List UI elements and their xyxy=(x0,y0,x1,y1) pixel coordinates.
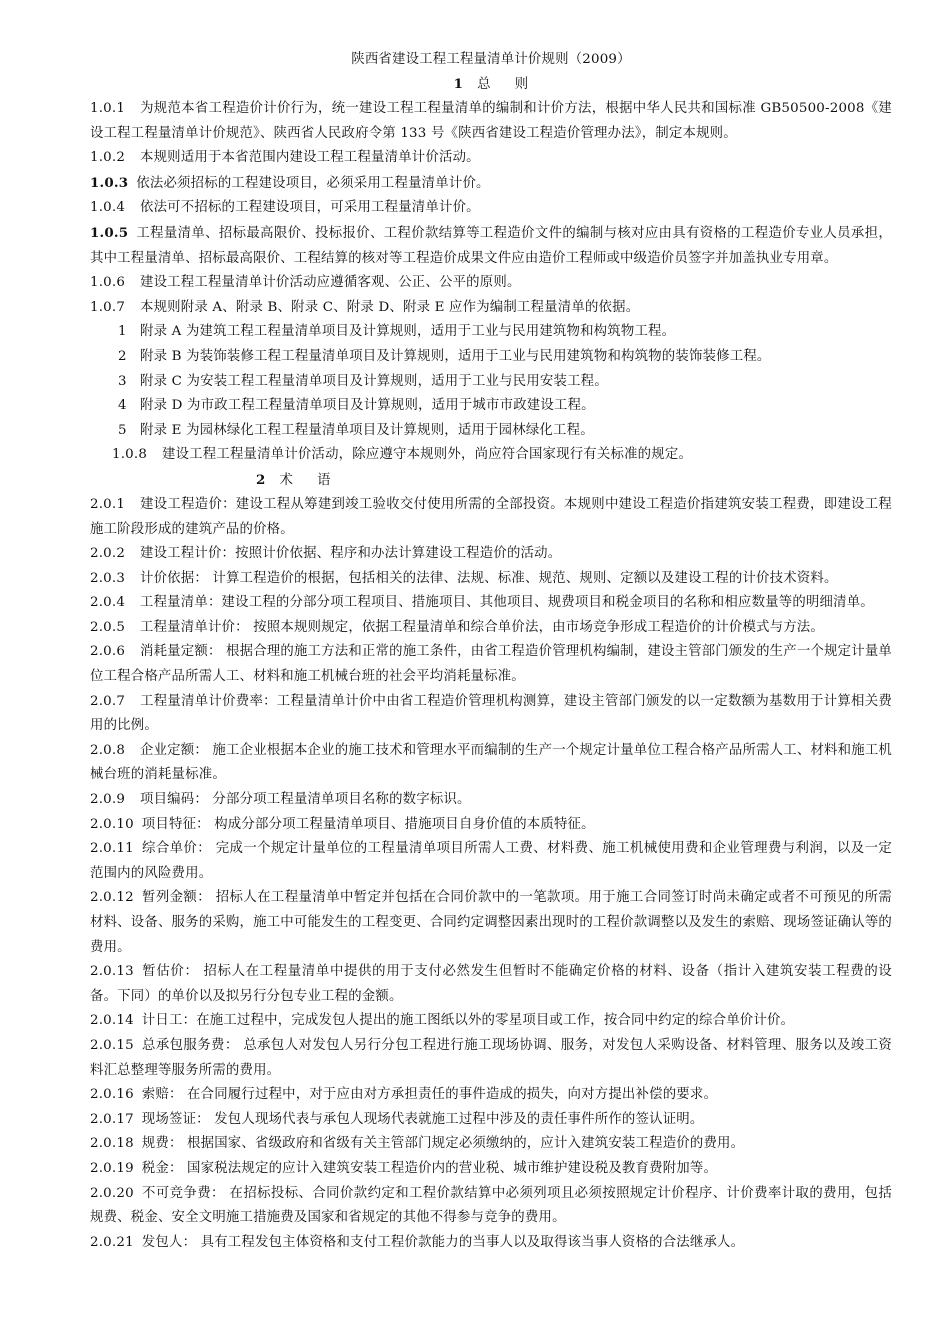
clause-id: 1.0.7 xyxy=(90,299,126,315)
clause xyxy=(90,97,892,146)
clause xyxy=(90,296,892,321)
clause-text: 暂列金额： 招标人在工程量清单中暂定并包括在合同价款中的一笔款项。用于施工合同签订时尚未确定或者不可预见的所需材料、设备、服务的采购，施工中可能发生的工程变更、合同约定调整因素出现时的工程价款调整以及发生的索赔、现场签证确认等的费用。 xyxy=(90,890,892,955)
clause xyxy=(90,690,892,739)
clause-text: 依法可不招标的工程建设项目，可采用工程量清单计价。 xyxy=(140,200,480,216)
clause xyxy=(90,493,892,542)
clause-id: 1.0.2 xyxy=(90,150,126,166)
clause-id: 2.0.20 xyxy=(90,1185,134,1201)
clause-text: 本规则适用于本省范围内建设工程工程量清单计价活动。 xyxy=(140,150,480,166)
clause xyxy=(90,813,892,838)
clause-id: 1.0.4 xyxy=(90,200,126,216)
clause-text: 不可竞争费： 在招标投标、合同价款约定和工程价款结算中必须列项且必须按照规定计价程序、计价费率计取的费用，包括规费、税金、安全文明施工措施费及国家和省规定的其他不得参与竞争的费用。 xyxy=(90,1185,892,1226)
clause-id: 2.0.15 xyxy=(90,1037,134,1053)
chapter-number: 1 xyxy=(453,76,464,92)
clause xyxy=(90,1182,892,1231)
appendix-item xyxy=(90,320,892,345)
clause xyxy=(90,1009,892,1034)
clause xyxy=(90,1231,892,1256)
clause-id: 2.0.1 xyxy=(90,496,126,512)
clause-id: 2.0.10 xyxy=(90,816,134,832)
clause xyxy=(90,542,892,567)
chapter-1-clauses xyxy=(90,97,892,320)
clause xyxy=(90,837,892,886)
clause-text: 发包人： 具有工程发包主体资格和支付工程价款能力的当事人以及取得该当事人资格的合法继承人。 xyxy=(141,1234,745,1250)
clause-text: 项目编码： 分部分项工程量清单项目名称的数字标识。 xyxy=(140,792,471,808)
clause-id: 2.0.21 xyxy=(90,1234,134,1250)
clause-id: 2.0.6 xyxy=(90,644,126,660)
clause xyxy=(90,1108,892,1133)
clause-id: 2.0.7 xyxy=(90,693,126,709)
clause-1-0-8 xyxy=(90,443,892,468)
appendix-list xyxy=(90,320,892,443)
clause-text: 规费： 根据国家、省级政府和省级有关主管部门规定必须缴纳的，应计入建筑安装工程造价的费用。 xyxy=(141,1136,745,1152)
clause-id: 2.0.19 xyxy=(90,1160,134,1176)
clause-text: 现场签证： 发包人现场代表与承包人现场代表就施工过程中涉及的责任事件所作的签认证明。 xyxy=(141,1111,704,1127)
clause xyxy=(90,196,892,221)
clause-text: 建设工程工程量清单计价活动，除应遵守本规则外，尚应符合国家现行有关标准的规定。 xyxy=(162,447,693,463)
clause-id: 2.0.16 xyxy=(90,1087,134,1103)
clause xyxy=(90,1157,892,1182)
chapter-title-part: 总 xyxy=(477,77,491,92)
chapter-title-part: 语 xyxy=(317,472,331,488)
clause-id: 2.0.5 xyxy=(90,619,126,635)
clause-text: 索赔： 在合同履行过程中，对于应由对方承担责任的事件造成的损失，向对方提出补偿的要求。 xyxy=(141,1087,718,1103)
clause-id: 2.0.12 xyxy=(90,890,134,906)
appendix-text: 附录 D 为市政工程工程量清单项目及计算规则，适用于城市市政建设工程。 xyxy=(140,398,595,414)
clause xyxy=(90,221,892,271)
clause-id: 1.0.1 xyxy=(90,101,126,116)
clause xyxy=(90,271,892,296)
clause-text: 工程量清单计价费率：工程量清单计价中由省工程造价管理机构测算，建设主管部门颁发的以一定数额为基数用于计算相关费用的比例。 xyxy=(90,693,892,734)
clause-id: 2.0.18 xyxy=(90,1136,134,1152)
appendix-number: 3 xyxy=(118,373,127,389)
appendix-number: 4 xyxy=(118,398,127,414)
clause xyxy=(90,1083,892,1108)
clause-id: 2.0.2 xyxy=(90,546,126,562)
clause-text: 工程量清单计价： 按照本规则规定，依据工程量清单和综合单价法，由市场竞争形成工程造价的计价模式与方法。 xyxy=(140,619,824,635)
appendix-item xyxy=(90,370,892,395)
appendix-number: 2 xyxy=(118,348,127,364)
clause-id: 2.0.17 xyxy=(90,1111,134,1127)
clause-text: 暂估价： 招标人在工程量清单中提供的用于支付必然发生但暂时不能确定价格的材料、设备（指计入建筑安装工程费的设备。下同）的单价以及拟另行分包专业工程的金额。 xyxy=(90,964,892,1004)
chapter-number: 2 xyxy=(256,471,266,488)
clause-text: 依法必须招标的工程建设项目，必须采用工程量清单计价。 xyxy=(136,175,490,191)
clause xyxy=(90,1132,892,1157)
clause-text: 企业定额： 施工企业根据本企业的施工技术和管理水平而编制的生产一个规定计量单位工程合格产品所需人工、材料和施工机械台班的消耗量标准。 xyxy=(90,742,892,783)
clause xyxy=(90,146,892,171)
clause xyxy=(90,616,892,641)
clause-id: 2.0.8 xyxy=(90,742,126,758)
chapter-2-clauses xyxy=(90,493,892,1255)
clause xyxy=(90,886,892,960)
clause-text: 消耗量定额： 根据合理的施工方法和正常的施工条件，由省工程造价管理机构编制，建设主管部门颁发的生产一个规定计量单位工程合格产品所需人工、材料和施工机械台班的社会平均消耗量标准。 xyxy=(90,644,892,685)
clause xyxy=(90,567,892,592)
chapter-title-part: 术 xyxy=(279,472,294,488)
appendix-text: 附录 C 为安装工程工程量清单项目及计算规则，适用于工业与民用安装工程。 xyxy=(140,373,608,389)
clause-text: 总承包服务费： 总承包人对发包人另行分包工程进行施工现场协调、服务，对发包人采购设备、材料管理、服务以及竣工资料汇总整理等服务所需的费用。 xyxy=(90,1037,892,1078)
appendix-item xyxy=(90,345,892,370)
clause-text: 计价依据： 计算工程造价的根据，包括相关的法律、法规、标准、规范、规则、定额以及建设工程的计价技术资料。 xyxy=(140,570,838,586)
clause xyxy=(90,1034,892,1083)
clause-id: 1.0.5 xyxy=(90,224,129,241)
clause-id: 2.0.14 xyxy=(90,1013,134,1029)
clause-id: 1.0.6 xyxy=(90,275,126,291)
clause-text: 建设工程计价：按照计价依据、程序和办法计算建设工程造价的活动。 xyxy=(140,546,562,562)
clause-id: 1.0.3 xyxy=(90,174,129,191)
chapter-title-part: 则 xyxy=(514,77,529,92)
clause-id: 2.0.4 xyxy=(90,595,126,611)
clause xyxy=(90,171,892,197)
clause-text: 工程量清单、招标最高限价、投标报价、工程价款结算等工程造价文件的编制与核对应由具有资格的工程造价专业人员承担，其中工程量清单、招标最高限价、工程结算的核对等工程造价成果文件应由造价工程师或中级造价员签字并加盖执业专用章。 xyxy=(90,225,892,266)
document-title: 陕西省建设工程工程量清单计价规则（2009） xyxy=(351,52,631,67)
clause-text: 项目特征： 构成分部分项工程量清单项目、措施项目自身价值的本质特征。 xyxy=(141,816,595,832)
clause-text: 为规范本省工程造价计价行为，统一建设工程工程量清单的编制和计价方法，根据中华人民共和国标准 GB50500-2008《建设工程工程量清单计价规范》、陕西省人民政府令第 133 号《陕西省建设工程造价管理办法》，制定本规则。 xyxy=(90,101,892,141)
clause-id: 2.0.11 xyxy=(90,841,134,857)
chapter-1-heading xyxy=(90,72,892,97)
clause-text: 本规则附录 A、附录 B、附录 C、附录 D、附录 E 应作为编制工程量清单的依据。 xyxy=(140,299,640,315)
clause xyxy=(90,591,892,616)
clause xyxy=(90,960,892,1009)
chapter-2-heading xyxy=(90,468,892,493)
appendix-number: 5 xyxy=(118,422,127,438)
appendix-item xyxy=(90,394,892,419)
appendix-text: 附录 E 为园林绿化工程工程量清单项目及计算规则，适用于园林绿化工程。 xyxy=(140,422,594,438)
clause-id: 2.0.13 xyxy=(90,964,134,980)
clause-text: 计日工：在施工过程中，完成发包人提出的施工图纸以外的零星项目或工作，按合同中约定的综合单价计价。 xyxy=(141,1013,795,1029)
clause xyxy=(90,640,892,689)
clause-text: 建设工程造价：建设工程从筹建到竣工验收交付使用所需的全部投资。本规则中建设工程造价指建筑安装工程费，即建设工程施工阶段形成的建筑产品的价格。 xyxy=(90,496,892,537)
clause-text: 工程量清单：建设工程的分部分项工程项目、措施项目、其他项目、规费项目和税金项目的名称和相应数量等的明细清单。 xyxy=(140,595,874,611)
clause-text: 综合单价： 完成一个规定计量单位的工程量清单项目所需人工费、材料费、施工机械使用费和企业管理费与利润，以及一定范围内的风险费用。 xyxy=(90,841,892,881)
clause-text: 税金： 国家税法规定的应计入建筑安装工程造价内的营业税、城市维护建设税及教育费附加等。 xyxy=(141,1160,718,1176)
clause xyxy=(90,788,892,813)
clause-text: 建设工程工程量清单计价活动应遵循客观、公正、公平的原则。 xyxy=(140,275,521,291)
appendix-text: 附录 A 为建筑工程工程量清单项目及计算规则，适用于工业与民用建筑物和构筑物工程。 xyxy=(140,324,676,340)
appendix-number: 1 xyxy=(118,324,127,340)
clause-id: 1.0.8 xyxy=(112,447,148,463)
clause-id: 2.0.3 xyxy=(90,570,126,586)
appendix-text: 附录 B 为装饰装修工程工程量清单项目及计算规则，适用于工业与民用建筑物和构筑物的装饰装修工程。 xyxy=(140,348,771,364)
clause-id: 2.0.9 xyxy=(90,792,126,808)
clause xyxy=(90,739,892,788)
appendix-item xyxy=(90,419,892,444)
